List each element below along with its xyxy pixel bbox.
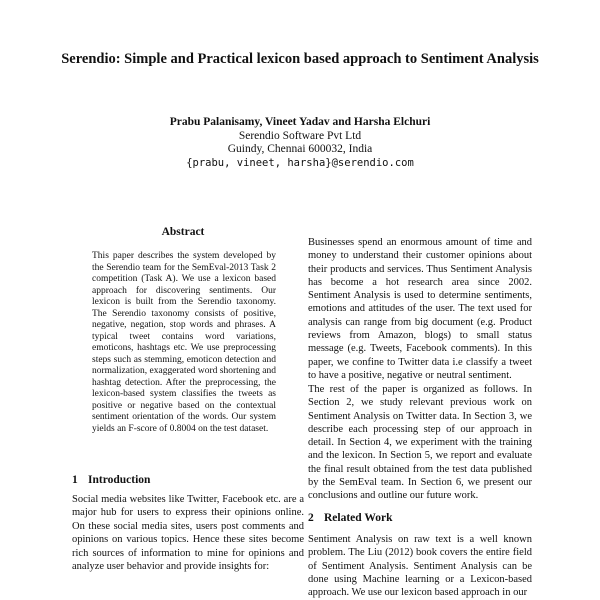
section-heading-related-work — [308, 512, 392, 524]
author-block — [60, 116, 540, 170]
right-paragraph-2: The rest of the paper is organized as follows. In Section 2, we study relevant previous work on Sentiment Analysis on Twitter data. In Section 3, we describe each processing step of our approach in detail. In Section 4, we experiment with the training and the lexicon. In Section 5, we report and evaluate the final result obtained from the test data published by the SemEval team. In Section 6, we present our conclusions and outline our future work. — [308, 384, 532, 502]
address: Guindy, Chennai 600032, India — [227, 143, 373, 155]
section-number: 1 — [72, 474, 78, 486]
section-number: 2 — [308, 512, 314, 524]
related-work-text: Sentiment Analysis on raw text is a well known problem. The Liu (2012) book covers the entire field of Sentiment Analysis. Sentiment Analysis can be done using Machine learning or a Lexicon-based approach. We use our lexicon based approach in our — [308, 534, 532, 599]
affiliation: Serendio Software Pvt Ltd — [238, 129, 362, 142]
section-title: Introduction — [88, 474, 151, 486]
introduction-text: Social media websites like Twitter, Facebook etc. are a major hub for users to express their opinions online. On these social media sites, users post comments and opinions on various topics. Hence these sites become rich sources of information to mine for opinions and analyze user behavior and provide insights for: — [72, 494, 304, 573]
author-names: Prabu Palanisamy, Vineet Yadav and Harsha Elchuri — [169, 116, 431, 128]
right-paragraph-1: Businesses spend an enormous amount of time and money to understand their customer opinions about their products and services. Thus Sentiment Analysis has become a hot research area since 2002. Sentiment Analysis is used to determine sentiments, emotions and attitudes of the user. The text used for analysis can range from big document (e.g. Product reviews from Amazon, blogs) to small status message (e.g. Tweets, Facebook comments). In this paper, we confine to Twitter data i.e classify a tweet to have a positive, negative or neutral sentiment. — [308, 237, 532, 381]
abstract-heading: Abstract — [161, 226, 205, 238]
author-emails: {prabu, vineet, harsha}@serendio.com — [186, 156, 414, 169]
abstract-text: This paper describes the system developed by the Serendio team for the SemEval-2013 Task 2 competition (Task A). We use a lexicon based approach for discovering sentiments. Our lexicon is built from the Serendio taxonomy. The Serendio taxonomy consists of positive, negative, negation, stop words and phrases. A typical tweet contains word variations, emoticons, hashtags etc. We use preprocessing steps such as stemming, emoticon detection and normalization, exaggerated word shortening and hashtag detection. After the preprocessing, the lexicon-based system classifies the tweets as positive or negative based on the contextual sentiment orientation of the words. Our system yields an F-score of 0.8004 on the test dataset. — [92, 251, 276, 434]
paper-title: Serendio: Simple and Practical lexicon based approach to Sentiment Analysis — [61, 51, 539, 67]
section-heading-introduction — [72, 474, 150, 486]
section-title: Related Work — [324, 512, 393, 524]
